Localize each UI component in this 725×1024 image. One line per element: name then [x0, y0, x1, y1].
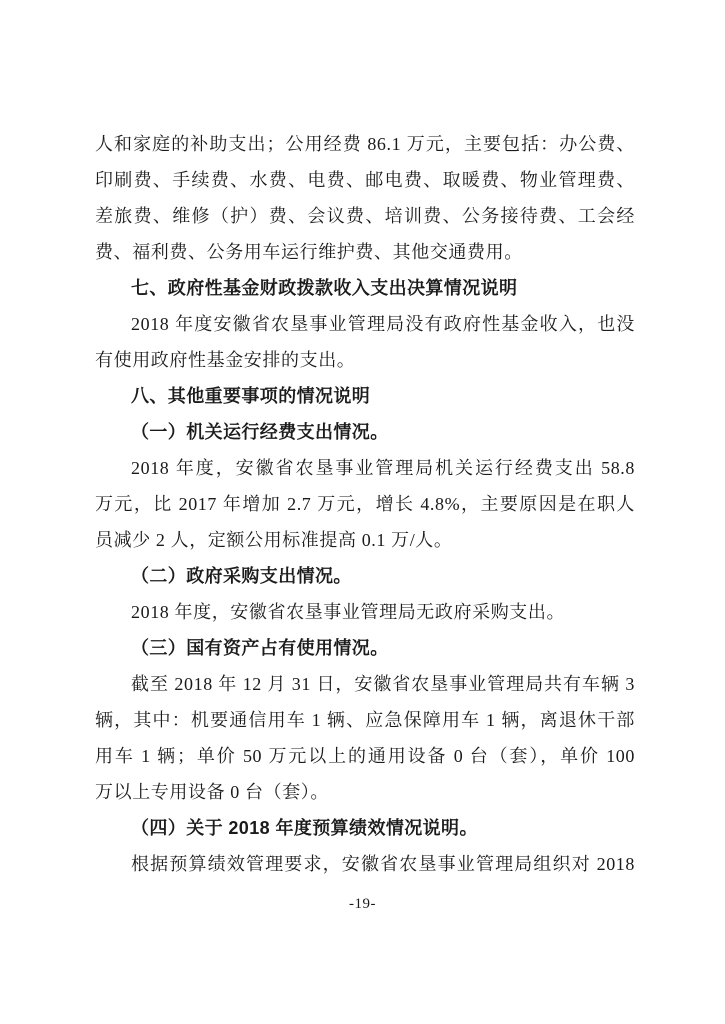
paragraph-line: 人和家庭的补助支出；公用经费 86.1 万元，主要包括：办公费、: [95, 134, 635, 154]
page-number: -19-: [349, 896, 376, 912]
paragraph-line: 有使用政府性基金安排的支出。: [95, 350, 356, 370]
paragraph-line: 费、福利费、公务用车运行维护费、其他交通费用。: [95, 242, 523, 262]
paragraph-line: 员减少 2 人，定额公用标准提高 0.1 万/人。: [95, 530, 453, 550]
paragraph-line: 截至 2018 年 12 月 31 日，安徽省农垦事业管理局共有车辆 3: [131, 674, 635, 694]
section-heading-8: 八、其他重要事项的情况说明: [131, 386, 371, 406]
page-footer: [0, 893, 725, 915]
paragraph-line: 差旅费、维修（护）费、会议费、培训费、公务接待费、工会经: [95, 206, 635, 226]
paragraph-line: 2018 年度安徽省农垦事业管理局没有政府性基金收入，也没: [131, 314, 635, 334]
subsection-heading-2: （二）政府采购支出情况。: [131, 566, 352, 586]
paragraph-line: 辆，其中：机要通信用车 1 辆、应急保障用车 1 辆，离退休干部: [95, 710, 635, 730]
document-body: [95, 126, 635, 882]
paragraph-line: 万元，比 2017 年增加 2.7 万元，增长 4.8%，主要原因是在职人: [95, 494, 635, 514]
paragraph-line: 用车 1 辆；单价 50 万元以上的通用设备 0 台（套），单价 100: [95, 746, 635, 766]
subsection-heading-4: （四）关于 2018 年度预算绩效情况说明。: [131, 818, 478, 838]
paragraph-line: 根据预算绩效管理要求，安徽省农垦事业管理局组织对 2018: [131, 854, 635, 874]
subsection-heading-1: （一）机关运行经费支出情况。: [131, 422, 389, 442]
paragraph-line: 2018 年度，安徽省农垦事业管理局无政府采购支出。: [131, 602, 566, 622]
paragraph-line: 印刷费、手续费、水费、电费、邮电费、取暖费、物业管理费、: [95, 170, 635, 190]
paragraph-line: 万以上专用设备 0 台（套）。: [95, 782, 329, 802]
paragraph-line: 2018 年度，安徽省农垦事业管理局机关运行经费支出 58.8: [131, 458, 635, 478]
section-heading-7: 七、政府性基金财政拨款收入支出决算情况说明: [131, 278, 518, 298]
subsection-heading-3: （三）国有资产占有使用情况。: [131, 638, 389, 658]
